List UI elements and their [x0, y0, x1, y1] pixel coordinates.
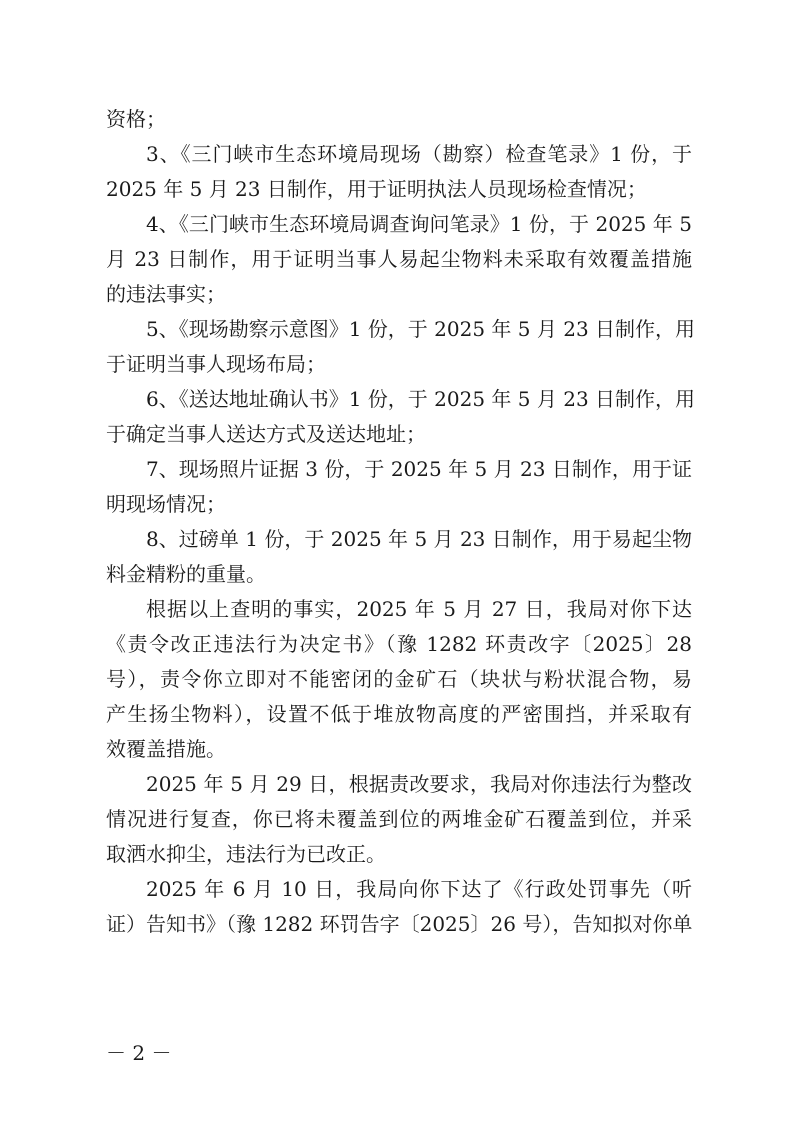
text-line-18: 产生扬尘物料），设置不低于堆放物高度的严密围挡，并采取有 [106, 702, 692, 726]
text-line-24: 证）告知书》（豫 1282 环罚告字〔2025〕26 号），告知拟对你单 [106, 912, 693, 936]
text-line-7: 5、《现场勘察示意图》1 份，于 2025 年 5 月 23 日制作，用 [146, 317, 696, 341]
text-line-21: 情况进行复查，你已将未覆盖到位的两堆金矿石覆盖到位，并采 [106, 807, 692, 831]
text-line-20: 2025 年 5 月 29 日，根据责改要求，我局对你违法行为整改 [146, 772, 692, 796]
document-body [106, 102, 696, 942]
text-line-6: 的违法事实； [106, 282, 226, 306]
text-line-10: 于确定当事人送达方式及送达地址； [106, 422, 426, 446]
text-line-15: 根据以上查明的事实，2025 年 5 月 27 日，我局对你下达 [146, 597, 692, 621]
text-line-14: 料金精粉的重量。 [106, 562, 266, 586]
text-line-9: 6、《送达地址确认书》1 份，于 2025 年 5 月 23 日制作，用 [146, 387, 696, 411]
text-line-22: 取洒水抑尘，违法行为已改正。 [106, 842, 386, 866]
text-line-23: 2025 年 6 月 10 日，我局向你下达了《行政处罚事先（听 [146, 877, 692, 901]
text-line-8: 于证明当事人现场布局； [106, 352, 326, 376]
text-line-4: 4、《三门峡市生态环境局调查询问笔录》1 份，于 2025 年 5 [146, 212, 692, 236]
text-line-11: 7、现场照片证据 3 份，于 2025 年 5 月 23 日制作，用于证 [146, 457, 692, 481]
text-line-19: 效覆盖措施。 [106, 737, 226, 761]
text-line-5: 月 23 日制作，用于证明当事人易起尘物料未采取有效覆盖措施 [106, 247, 692, 271]
text-line-13: 8、过磅单 1 份，于 2025 年 5 月 23 日制作，用于易起尘物 [146, 527, 692, 551]
text-line-1: 资格； [106, 107, 166, 131]
text-line-16: 《责令改正违法行为决定书》（豫 1282 环责改字〔2025〕28 [106, 632, 692, 656]
text-line-2: 3、《三门峡市生态环境局现场（勘察）检查笔录》1 份，于 [146, 142, 692, 166]
text-line-3: 2025 年 5 月 23 日制作，用于证明执法人员现场检查情况； [106, 177, 647, 201]
text-line-17: 号），责令你立即对不能密闭的金矿石（块状与粉状混合物，易 [106, 667, 692, 691]
text-line-12: 明现场情况； [106, 492, 226, 516]
page-number: － 2 － [106, 1041, 172, 1065]
